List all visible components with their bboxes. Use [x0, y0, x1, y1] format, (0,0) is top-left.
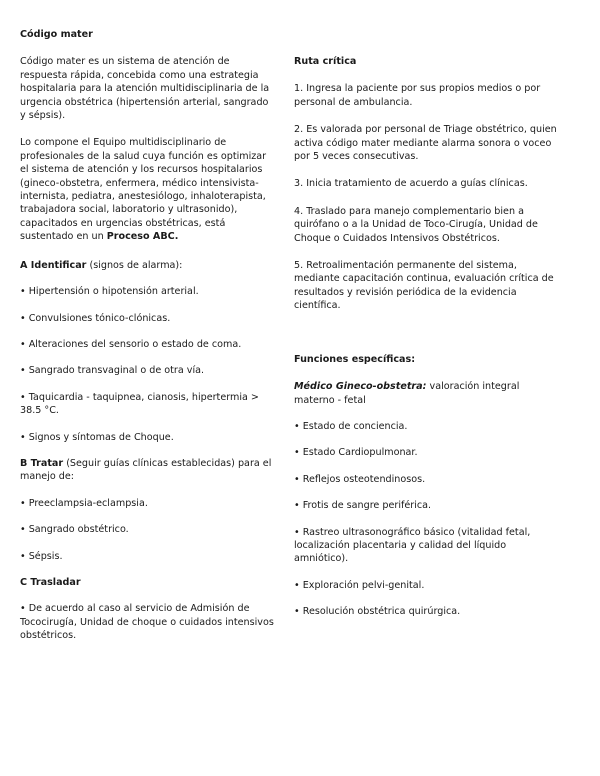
intro-paragraph: Código mater es un sistema de atención de respuesta rápida, concebida como una estrategia hospitalaria para la atención multidisciplinaria de la urgencia obstétrica (hipertensión arterial, sangrado y sépsis). [20, 56, 270, 122]
team-text: Lo compone el Equipo multidisciplinario de profesionales de la salud cuya función es optimizar el sistema de atención y los recursos hospitalarios (gineco-obstetra, enfermera, médico intensivista-internista, pediatra, anestesiólogo, inhaloterapista, trabajadora social, laboratorio y ultrasonido), capacitados en urgencias obstétricas, está sustentado en un [20, 137, 267, 243]
section-a-label: A Identificar [20, 259, 87, 271]
section-c-heading: C Trasladar [20, 576, 81, 588]
section-a-note: (signos de alarma): [86, 259, 183, 271]
role-label: Médico Gineco-obstetra: [294, 381, 427, 393]
ruta-step: 5. Retroalimentación permanente del sistema, mediante capacitación continua, evaluación crítica de resultados y revisión periódica de la evidencia científica. [294, 260, 554, 312]
list-item: • Exploración pelvi-genital. [294, 579, 425, 591]
role-paragraph [294, 380, 558, 407]
list-item: • Sépsis. [20, 550, 63, 562]
ruta-step: 4. Traslado para manejo complementario bien a quirófano o a la Unidad de Toco-Cirugía, Unidad de Choque o Cuidados Intensivos Obstétricos. [294, 205, 538, 244]
list-item: • Hipertensión o hipotensión arterial. [20, 286, 199, 298]
list-item: • Taquicardia - taquipnea, cianosis, hipertermia > 38.5 °C. [20, 391, 259, 417]
list-item: • Alteraciones del sensorio o estado de coma. [20, 338, 242, 350]
list-item: • Sangrado transvaginal o de otra vía. [20, 365, 205, 377]
section-a-heading [20, 259, 274, 272]
list-item: • Sangrado obstétrico. [20, 524, 129, 536]
section-b-label: B Tratar [20, 457, 64, 469]
list-item: • Signos y síntomas de Choque. [20, 431, 174, 443]
proceso-abc-label: Proceso ABC. [106, 231, 179, 243]
section-b-heading [20, 457, 274, 484]
list-item: • Convulsiones tónico-clónicas. [20, 312, 171, 324]
ruta-critica-title: Ruta crítica [294, 56, 357, 67]
list-item: • Reflejos osteotendinosos. [294, 473, 426, 485]
list-item: • Rastreo ultrasonográfico básico (vitalidad fetal, localización placentaria y calidad del líquido amniótico). [294, 526, 531, 565]
ruta-step: 1. Ingresa la paciente por sus propios medios o por personal de ambulancia. [294, 83, 541, 108]
list-item: • Estado Cardiopulmonar. [294, 447, 418, 459]
funciones-title: Funciones específicas: [294, 353, 416, 365]
section-b-note: (Seguir guías clínicas establecidas) para el manejo de: [20, 457, 272, 483]
ruta-step: 2. Es valorada por personal de Triage obstétrico, quien activa código mater mediante alarma sonora o voceo por 5 veces consecutivas. [294, 124, 557, 163]
codigo-mater-title: Código mater [20, 29, 93, 40]
list-item: • Preeclampsia-eclampsia. [20, 497, 148, 509]
right-column [294, 55, 558, 619]
team-paragraph [20, 136, 274, 243]
left-column [20, 28, 274, 643]
list-item: • Frotis de sangre periférica. [294, 500, 432, 512]
list-item: • Estado de conciencia. [294, 420, 408, 432]
role-desc: valoración integral materno - fetal [294, 381, 520, 406]
ruta-step: 3. Inicia tratamiento de acuerdo a guías clínicas. [294, 178, 528, 190]
list-item: • De acuerdo al caso al servicio de Admisión de Tococirugía, Unidad de choque o cuidados intensivos obstétricos. [20, 603, 274, 642]
list-item: • Resolución obstétrica quirúrgica. [294, 606, 461, 618]
